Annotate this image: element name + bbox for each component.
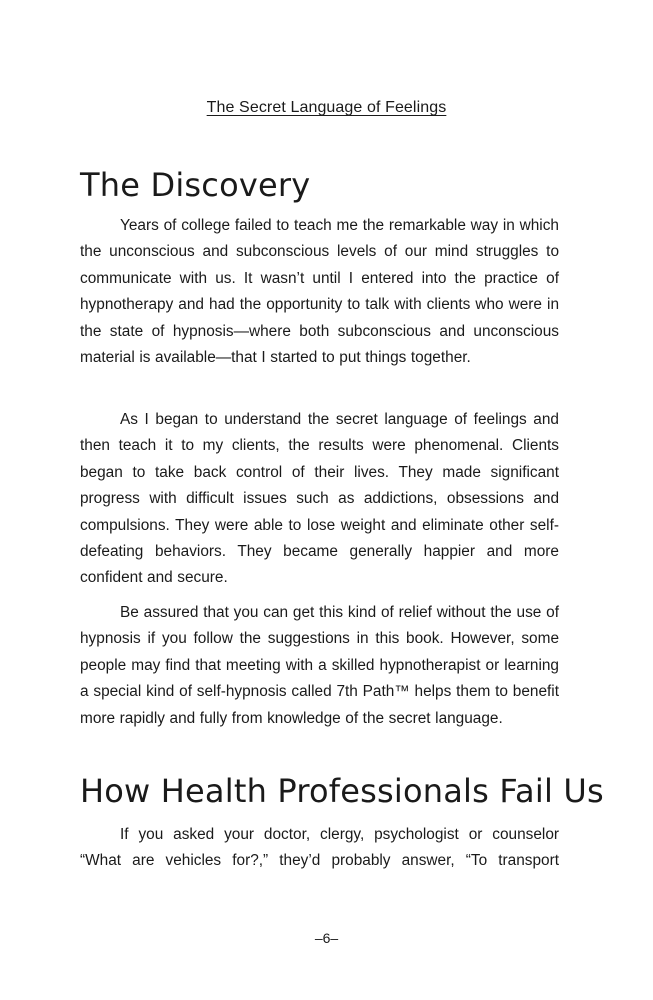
paragraph: Be assured that you can get this kind of relief without the use of hypnosis if you follow the suggestions in this book. However, some people may find that meeting with a skilled hypnotherapist or learning a special kind of self-hypnosis called 7th Path™ helps them to benefit more rapidly and fully from knowledge of the secret language. [80, 604, 559, 727]
running-head-title: The Secret Language of Feelings [206, 99, 447, 116]
page-number: –6– [314, 930, 339, 946]
paragraph: As I began to understand the secret language of feelings and then teach it to my clients, the results were phenomenal. Clients began to take back control of their lives. They made significant progress with difficult issues such as addictions, obsessions and compulsions. They were able to lose weight and eliminate other self-defeating behaviors. They became generally happier and more confident and secure. [80, 411, 559, 587]
section-heading-how-health-professionals-fail-us: How Health Professionals Fail Us [80, 772, 604, 810]
running-head [0, 99, 653, 117]
section-heading-the-discovery: The Discovery [80, 166, 311, 204]
paragraph: If you asked your doctor, clergy, psychologist or counselor “What are vehicles for?,” they’d probably answer, “To transport [80, 826, 559, 870]
paragraph: Years of college failed to teach me the remarkable way in which the unconscious and subconscious levels of our mind struggles to communicate with us. It wasn’t until I entered into the practice of hypnotherapy and had the opportunity to talk with clients who were in the state of hypnosis—where both subconscious and unconscious material is available—that I started to put things together. [80, 217, 559, 367]
